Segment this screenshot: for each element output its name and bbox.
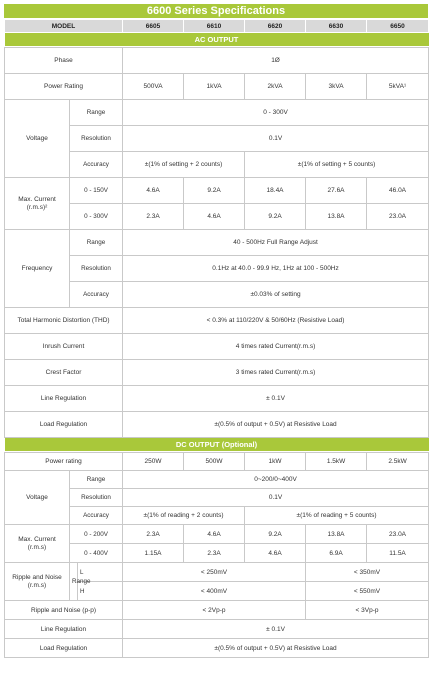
dc-ripple-pp-row — [5, 601, 429, 620]
ac-frequency-range-label: Range — [70, 230, 123, 256]
dc-power-value: 1kW — [245, 453, 306, 471]
ac-power-value: 1kVA — [184, 74, 245, 100]
dc-ripple-low-row — [5, 563, 429, 582]
dc-current-200-row — [5, 525, 429, 544]
ac-voltage-resolution-value: 0.1V — [123, 126, 429, 152]
ac-frequency-label: Frequency — [5, 230, 70, 308]
ac-load-reg-value: ±(0.5% of output + 0.5V) at Resistive Load — [123, 412, 429, 438]
dc-current-400-value: 2.3A — [184, 544, 245, 563]
dc-power-value: 1.5kW — [306, 453, 367, 471]
dc-ripple-low-value-a: < 250mV — [123, 563, 306, 582]
dc-current-400-value: 4.6A — [245, 544, 306, 563]
ac-thd-row — [5, 308, 429, 334]
ac-current-150-value: 4.6A — [123, 178, 184, 204]
dc-ripple-pp-value-b: < 3Vp-p — [306, 601, 429, 620]
dc-line-reg-label: Line Regulation — [5, 620, 123, 639]
dc-current-400-value: 6.9A — [306, 544, 367, 563]
dc-current-label-line1: Max. Current — [18, 535, 56, 543]
dc-ripple-label — [5, 563, 70, 601]
ac-voltage-accuracy-low: ±(1% of setting + 2 counts) — [123, 152, 245, 178]
dc-voltage-resolution-label: Resolution — [70, 489, 123, 507]
dc-ripple-range-label: Range — [70, 563, 78, 601]
model-6630: 6630 — [306, 20, 367, 33]
ac-current-label — [5, 178, 70, 230]
ac-power-value: 5kVA¹ — [367, 74, 429, 100]
ac-power-row — [5, 74, 429, 100]
ac-power-value: 3kVA — [306, 74, 367, 100]
dc-current-400-value: 11.5A — [367, 544, 429, 563]
model-6605: 6605 — [123, 20, 184, 33]
dc-voltage-resolution-value: 0.1V — [123, 489, 429, 507]
ac-load-reg-label: Load Regulation — [5, 412, 123, 438]
ac-crest-label: Crest Factor — [5, 360, 123, 386]
ac-frequency-accuracy-value: ±0.03% of setting — [123, 282, 429, 308]
spec-table — [4, 19, 429, 658]
ac-power-value: 500VA — [123, 74, 184, 100]
ac-phase-value: 1Ø — [123, 48, 429, 74]
dc-voltage-accuracy-high: ±(1% of reading + 5 counts) — [245, 507, 429, 525]
dc-current-200-value: 23.0A — [367, 525, 429, 544]
ac-current-300-value: 2.3A — [123, 204, 184, 230]
dc-voltage-range-row — [5, 471, 429, 489]
ac-power-value: 2kVA — [245, 74, 306, 100]
model-6620: 6620 — [245, 20, 306, 33]
dc-ripple-high-tag: H — [78, 582, 123, 601]
ac-voltage-range-value: 0 - 300V — [123, 100, 429, 126]
model-6610: 6610 — [184, 20, 245, 33]
dc-voltage-accuracy-label: Accuracy — [70, 507, 123, 525]
dc-load-reg-row — [5, 639, 429, 658]
dc-power-label: Power rating — [5, 453, 123, 471]
ac-current-150-value: 46.0A — [367, 178, 429, 204]
dc-voltage-accuracy-low: ±(1% of reading + 2 counts) — [123, 507, 245, 525]
ac-current-150-value: 27.6A — [306, 178, 367, 204]
dc-load-reg-label: Load Regulation — [5, 639, 123, 658]
dc-power-row — [5, 453, 429, 471]
dc-current-400-value: 1.15A — [123, 544, 184, 563]
model-6650: 6650 — [367, 20, 429, 33]
ac-line-reg-value: ± 0.1V — [123, 386, 429, 412]
ac-output-heading: AC OUTPUT — [5, 33, 429, 47]
dc-line-reg-row — [5, 620, 429, 639]
ac-frequency-range-value: 40 - 500Hz Full Range Adjust — [123, 230, 429, 256]
ac-line-reg-label: Line Regulation — [5, 386, 123, 412]
dc-current-200-value: 4.6A — [184, 525, 245, 544]
dc-voltage-range-label: Range — [70, 471, 123, 489]
ac-line-reg-row — [5, 386, 429, 412]
ac-voltage-accuracy-high: ±(1% of setting + 5 counts) — [245, 152, 429, 178]
spec-sheet — [4, 4, 428, 658]
dc-ripple-label-line2: (r.m.s) — [27, 581, 47, 589]
ac-current-300-value: 23.0A — [367, 204, 429, 230]
ac-current-150-value: 9.2A — [184, 178, 245, 204]
ac-crest-row — [5, 360, 429, 386]
dc-load-reg-value: ±(0.5% of output + 0.5V) at Resistive Load — [123, 639, 429, 658]
ac-frequency-accuracy-label: Accuracy — [70, 282, 123, 308]
ac-current-150-row — [5, 178, 429, 204]
dc-ripple-label-line1: Ripple and Noise — [12, 573, 62, 581]
ac-inrush-value: 4 times rated Current(r.m.s) — [123, 334, 429, 360]
ac-frequency-resolution-value: 0.1Hz at 40.0 - 99.9 Hz, 1Hz at 100 - 500Hz — [123, 256, 429, 282]
ac-current-label-line2: (r.m.s)² — [26, 203, 48, 211]
ac-power-label: Power Rating — [5, 74, 123, 100]
ac-load-reg-row — [5, 412, 429, 438]
dc-current-400-label: 0 - 400V — [70, 544, 123, 563]
ac-inrush-row — [5, 334, 429, 360]
ac-current-300-label: 0 - 300V — [70, 204, 123, 230]
dc-current-200-value: 2.3A — [123, 525, 184, 544]
ac-current-label-line1: Max. Current — [18, 195, 56, 203]
ac-thd-value: < 0.3% at 110/220V & 50/60Hz (Resistive Load) — [123, 308, 429, 334]
dc-voltage-range-value: 0~200/0~400V — [123, 471, 429, 489]
page-title: 6600 Series Specifications — [4, 4, 428, 19]
dc-voltage-label: Voltage — [5, 471, 70, 525]
ac-voltage-range-row — [5, 100, 429, 126]
dc-line-reg-value: ± 0.1V — [123, 620, 429, 639]
dc-power-value: 250W — [123, 453, 184, 471]
dc-ripple-high-value-a: < 400mV — [123, 582, 306, 601]
ac-thd-label: Total Harmonic Distortion (THD) — [5, 308, 123, 334]
dc-current-200-value: 9.2A — [245, 525, 306, 544]
ac-phase-label: Phase — [5, 48, 123, 74]
dc-ripple-high-value-b: < 550mV — [306, 582, 429, 601]
dc-current-200-value: 13.8A — [306, 525, 367, 544]
ac-frequency-range-row — [5, 230, 429, 256]
ac-current-150-label: 0 - 150V — [70, 178, 123, 204]
ac-current-300-value: 9.2A — [245, 204, 306, 230]
ac-current-300-value: 13.8A — [306, 204, 367, 230]
ac-voltage-accuracy-label: Accuracy — [70, 152, 123, 178]
dc-ripple-low-value-b: < 350mV — [306, 563, 429, 582]
ac-current-150-value: 18.4A — [245, 178, 306, 204]
dc-ripple-pp-value-a: < 2Vp-p — [123, 601, 306, 620]
ac-current-300-value: 4.6A — [184, 204, 245, 230]
model-header-row — [5, 20, 429, 33]
model-header: MODEL — [5, 20, 123, 33]
dc-ripple-pp-label: Ripple and Noise (p-p) — [5, 601, 123, 620]
ac-phase-row — [5, 48, 429, 74]
ac-voltage-label: Voltage — [5, 100, 70, 178]
ac-frequency-resolution-label: Resolution — [70, 256, 123, 282]
dc-output-heading: DC OUTPUT (Optional) — [5, 438, 429, 452]
dc-current-label — [5, 525, 70, 563]
ac-voltage-range-label: Range — [70, 100, 123, 126]
dc-current-200-label: 0 - 200V — [70, 525, 123, 544]
dc-current-label-line2: (r.m.s) — [27, 543, 47, 551]
ac-crest-value: 3 times rated Current(r.m.s) — [123, 360, 429, 386]
dc-ripple-low-tag: L — [78, 563, 123, 582]
ac-voltage-resolution-label: Resolution — [70, 126, 123, 152]
dc-power-value: 2.5kW — [367, 453, 429, 471]
dc-power-value: 500W — [184, 453, 245, 471]
ac-inrush-label: Inrush Current — [5, 334, 123, 360]
